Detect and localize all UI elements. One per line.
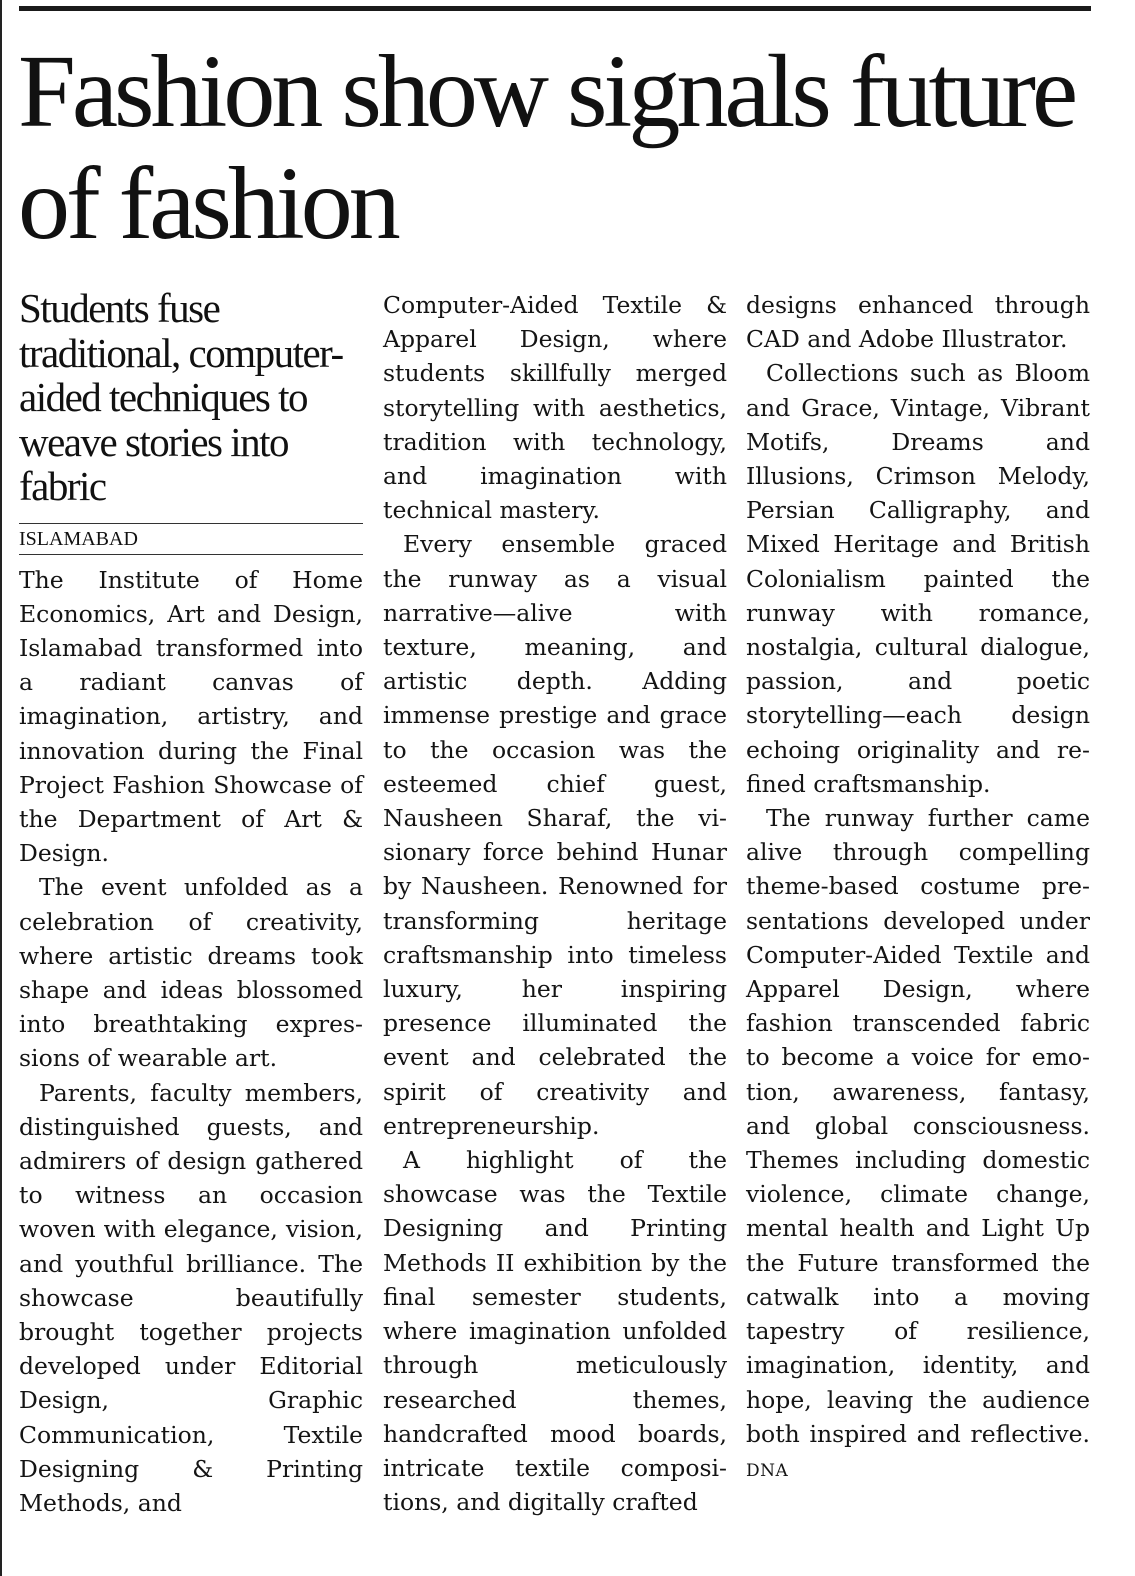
dateline: ISLAMABAD	[19, 523, 363, 555]
headline: Fashion show signals future of fashion	[18, 34, 1075, 261]
paragraph-7	[746, 801, 1090, 1488]
top-rule	[19, 6, 1091, 11]
column-1	[19, 286, 363, 1520]
paragraph-4: Every ensemble graced the runway as a visual narrative—alive with texture, meaning, and artistic depth. Adding immense prestige and grace to the occasion was the esteemed chief guest, Nausheen Sharaf, the visionary force behind Hunar by Nausheen. Renowned for transforming heritage craftsmanship into timeless luxury, her inspiring presence illuminated the event and celebrated the spirit of creativity and entrepreneurship.	[383, 530, 727, 1140]
column-2	[383, 288, 727, 1519]
byline-credit: DNA	[746, 1460, 789, 1481]
paragraph-2: The event unfolded as a celebration of creativity, where artistic dreams took shape and ideas blossomed into breathtaking expressions of wearable art.	[19, 873, 363, 1073]
paragraph-3-continued: Computer-Aided Textile & Apparel Design, where students skillfully merged storytelling with aesthetics, tradition with technology, and imagination with technical mastery.	[383, 291, 727, 525]
paragraph-5-continued: designs enhanced through CAD and Adobe Illustrator.	[746, 291, 1090, 354]
paragraph-3-start: Parents, faculty members, distinguished guests, and admirers of design gathered to witness an occasion woven with elegance, vision, and youthful brilliance. The showcase beautifully brought together projects developed under Editorial Design, Graphic Communication, Textile Designing & Printing Methods, and	[19, 1078, 363, 1517]
paragraph-1: The Institute of Home Economics, Art and Design, Islamabad transformed into a radiant canvas of imagination, artistry, and innovation during the Final Project Fashion Showcase of the Department of Art & Design.	[19, 565, 363, 868]
page-edge-rule	[0, 0, 2, 1576]
paragraph-6: Collections such as Bloom and Grace, Vintage, Vibrant Motifs, Dreams and Illusions, Crimson Melody, Persian Calligraphy, and Mixed Heritage and British Colonialism painted the runway with romance, nostalgia, cultural dialogue, passion, and poetic storytelling—each design echoing originality and refined craftsmanship.	[746, 359, 1090, 798]
paragraph-5-start: A highlight of the showcase was the Textile Designing and Printing Methods II exhibition by the final semester students, where imagination unfolded through meticulously researched themes, handcrafted mood boards, intricate textile compositions, and digitally crafted	[383, 1146, 727, 1517]
deck: Students fuse traditional, computer-aided techniques to weave stories into fabric	[19, 285, 343, 509]
paragraph-7-text: The runway further came alive through compelling theme-based costume presentations developed under Computer-Aided Textile and Apparel Design, where fashion transcended fabric to become a voice for emotion, awareness, fantasy, and global consciousness. Themes including domestic violence, climate change, mental health and Light Up the Future transformed the catwalk into a moving tapestry of resilience, imagination, identity, and hope, leaving the audience both inspired and reflective.	[746, 804, 1090, 1448]
column-3	[746, 288, 1090, 1488]
